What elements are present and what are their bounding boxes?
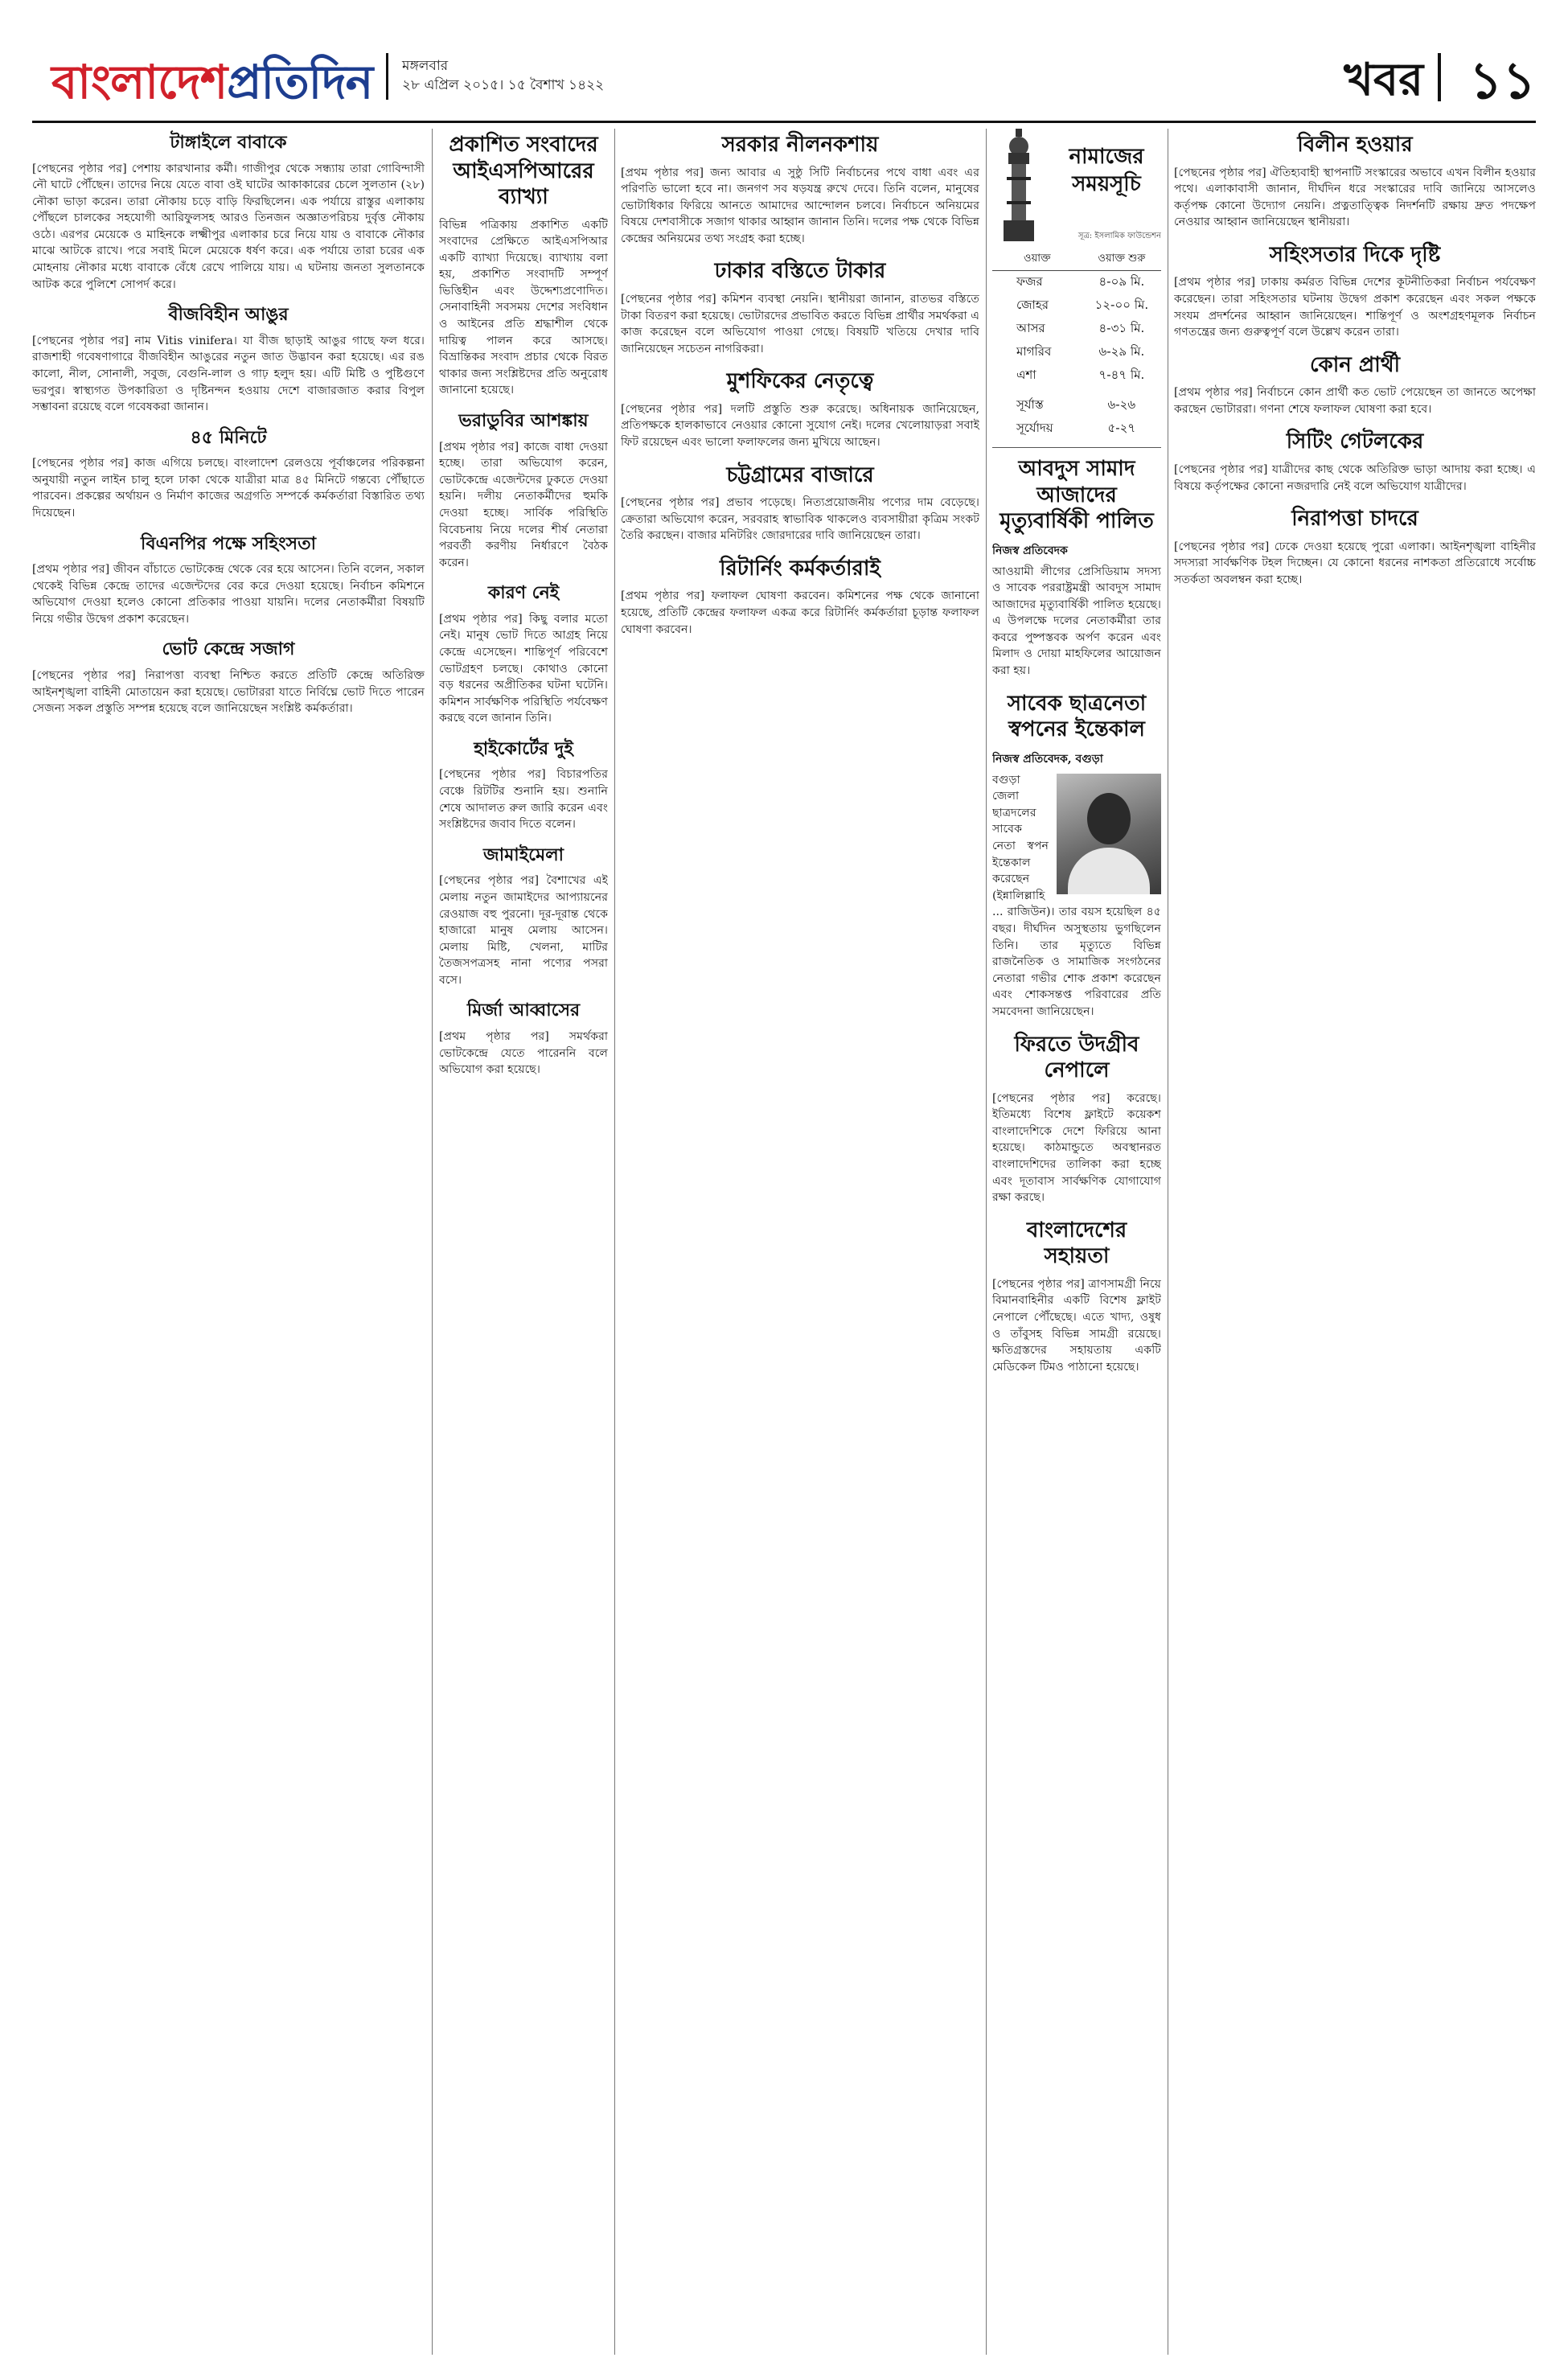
story-body: [প্রথম পৃষ্ঠার পর] ফলাফল ঘোষণা করবেন। কমিশনের পক্ষ থেকে জানানো হয়েছে, প্রতিটি কেন্দ্রের ফলাফল একত্র করে রিটার্নিং কর্মকর্তারা চূড়ান্ত ফলাফল ঘোষণা করবেন।	[621, 589, 979, 636]
story-body: [পেছনের পৃষ্ঠার পর] নিরাপত্তা ব্যবস্থা নিশ্চিত করতে প্রতিটি কেন্দ্রে অতিরিক্ত আইনশৃঙ্খলা বাহিনী মোতায়েন করা হয়েছে। ভোটাররা যাতে নির্বিঘ্নে ভোট দিতে পারেন সেজন্য সকল প্রস্তুতি সম্পন্ন হয়েছে বলে জানিয়েছেন সংশ্লিষ্ট কর্মকর্তারা।	[32, 668, 425, 716]
prayer-time: ৭-৪৭ মি.	[1098, 368, 1145, 382]
story-body: [পেছনের পৃষ্ঠার পর] পেশায় কারখানার কর্মী। গাজীপুর থেকে সন্ধ্যায় তারা গোবিন্দাসী নৌ ঘাটে পৌঁছেন। তাদের নিয়ে যেতে বাবা ওই ঘাটের আকাকারের চেলে সুলতান (২৮) নৌকা ভাড়া করেন। তারা নৌকায় চড়ে বাড়ি ফিরছিলেন। এক পর্যায়ে রাস্তুর এলাকায় পৌঁছলে চালকের সহযোগী আরিফুলসহ আরও তিনজন অজ্ঞাতপরিচয় দুর্বৃত্ত নৌকায় ওঠে। এরপর মেয়েকে ও মাহিনকে লক্ষ্মীপুর এলাকার চরে নিয়ে যায় ও বাবাকে নৌকার মাঝে আটকে রাখে। পরে সবাই মিলে মেয়েকে ধর্ষণ করে। এক পর্যায়ে তারা চরের এক মোহনায় নৌকার মধ্যে বাবাকে বেঁধে রেখে পালিয়ে যায়। এ ঘটনায় জনতা সুলতানকে আটক করে পুলিশে সোপর্দ করে।	[32, 162, 425, 291]
story-body: আওয়ামী লীগের প্রেসিডিয়াম সদস্য ও সাবেক পররাষ্ট্রমন্ত্রী আবদুস সামাদ আজাদের মৃত্যুবার্ষিকী পালিত হয়েছে। এ উপলক্ষে দলের নেতাকর্মীরা তার কবরে পুষ্পস্তবক অর্পণ করেন এবং মিলাদ ও দোয়া মাহফিলের আয়োজন করা হয়।	[992, 565, 1161, 678]
headline: ভরাডুবির আশঙ্কায়	[458, 411, 589, 432]
story-body: [প্রথম পৃষ্ঠার পর] ঢাকায় কর্মরত বিভিন্ন দেশের কূটনীতিকরা নির্বাচন পর্যবেক্ষণ করেছেন। তারা সহিংসতার ঘটনায় উদ্বেগ প্রকাশ করেছেন এবং সকল পক্ষকে সংযম প্রদর্শনের আহ্বান জানিয়েছেন। শান্তিপূর্ণ ও অংশগ্রহণমূলক নির্বাচন গণতন্ত্রের জন্য গুরুত্বপূর্ণ বলে উল্লেখ করেন তারা।	[1174, 276, 1536, 339]
headline: নিরাপত্তা চাদরে	[1291, 507, 1418, 532]
prayer-source: সূত্র: ইসলামিক ফাউন্ডেশন	[1077, 232, 1161, 240]
byline: নিজস্ব প্রতিবেদক	[992, 544, 1068, 557]
prayer-time: ৪-০৯ মি.	[1098, 274, 1145, 289]
story-body: [পেছনের পৃষ্ঠার পর] কাজ এগিয়ে চলছে। বাংলাদেশ রেলওয়ে পূর্বাঞ্চলের পরিকল্পনা অনুযায়ী নতুন লাইন চালু হলে ঢাকা থেকে যাত্রীরা মাত্র ৪৫ মিনিটে গন্তব্যে পৌঁছাতে পারবেন। প্রকল্পের অর্থায়ন ও নির্মাণ কাজের অগ্রগতি সম্পর্কে কর্মকর্তারা বিস্তারিত তথ্য দিয়েছেন।	[32, 457, 425, 520]
story-mirza-abbas	[439, 1000, 608, 1078]
story-bnp-violence	[32, 533, 425, 628]
story-body: [পেছনের পৃষ্ঠার পর] ঢেকে দেওয়া হয়েছে পুরো এলাকা। আইনশৃঙ্খলা বাহিনীর সদস্যরা সার্বক্ষণিক টহল দিচ্ছেন। যে কোনো ধরনের নাশকতা প্রতিরোধে সর্বোচ্চ সতর্কতা অবলম্বন করা হচ্ছে।	[1174, 540, 1536, 586]
story-mushfiq	[621, 368, 979, 450]
prayer-title-line2: সময়সূচি	[1072, 172, 1141, 196]
headline: ৪৫ মিনিটে	[190, 427, 267, 448]
headline: বাংলাদেশের সহায়তা	[1026, 1218, 1127, 1269]
column-3	[621, 129, 979, 2358]
newspaper-logo	[51, 47, 372, 125]
masthead-rule	[32, 121, 1536, 123]
story-defeat-fear	[439, 410, 608, 571]
headline: মুশফিকের নেতৃত্বে	[726, 369, 874, 394]
story-body: [প্রথম পৃষ্ঠার পর] জন্য আবার এ সুষ্ঠু সিটি নির্বাচনের পথে বাধা এবং এর পরিণতি ভালো হবে না। জনগণ সব ষড়যন্ত্র রুখে দেবে। তিনি বলেন, মানুষের ভোটাধিকার ফিরিয়ে আনতে আমাদের আন্দোলন চলবে। নির্বাচনে অনিয়মের বিষয়ে দেশবাসীকে সজাগ থাকার আহ্বান জানান তিনি। দলের পক্ষ থেকে বিভিন্ন কেন্দ্রের অনিয়মের তথ্য সংগ্রহ করা হচ্ছে।	[621, 166, 979, 245]
brand-divider	[386, 53, 388, 100]
story-body: [পেছনের পৃষ্ঠার পর] যাত্রীদের কাছ থেকে অতিরিক্ত ভাড়া আদায় করা হচ্ছে। এ বিষয়ে কর্তৃপক্ষের কোনো নজরদারি নেই বলে অভিযোগ যাত্রীদের।	[1174, 462, 1536, 493]
story-body: [পেছনের পৃষ্ঠার পর] বিচারপতির বেঞ্চে রিটটির শুনানি হয়। শুনানি শেষে আদালত রুল জারি করেন এবং সংশ্লিষ্টদের জবাব দিতে বলেন।	[439, 768, 608, 832]
prayer-title-line1: নামাজের	[1069, 145, 1144, 169]
prayer-name: মাগরিব	[1016, 344, 1052, 359]
prayer-time: ৪-৩১ মি.	[1098, 321, 1145, 335]
story-govt-blueprint	[621, 132, 979, 247]
headline: কারণ নেই	[487, 583, 560, 604]
mosque-icon	[992, 129, 1045, 241]
page-number: ১১	[1468, 51, 1536, 111]
prayer-col-name: ওয়াক্ত	[992, 248, 1082, 271]
story-body: বগুড়া জেলা ছাত্রদলের সাবেক নেতা স্বপন ইন্তেকাল করেছেন (ইন্নালিল্লাহি ... রাজিউন)। তার বয়স হয়েছিল ৪৫ বছর। দীর্ঘদিন অসুস্থতায় ভুগছিলেন তিনি। তার মৃত্যুতে বিভিন্ন রাজনৈতিক ও সামাজিক সংগঠনের নেতারা গভীর শোক প্রকাশ করেছেন এবং শোকসন্তপ্ত পরিবারের প্রতি সমবেদনা জানিয়েছেন।	[992, 773, 1161, 1018]
story-body: [প্রথম পৃষ্ঠার পর] নির্বাচনে কোন প্রার্থী কত ভোট পেয়েছেন তা জানতে অপেক্ষা করছেন ভোটাররা। গণনা শেষে ফলাফল ঘোষণা করা হবে।	[1174, 386, 1536, 416]
portrait-photo	[1057, 774, 1161, 894]
prayer-time: ৬-২৯ মি.	[1098, 344, 1145, 359]
story-body: [পেছনের পৃষ্ঠার পর] প্রভাব পড়েছে। নিত্যপ্রয়োজনীয় পণ্যের দাম বেড়েছে। ক্রেতারা অভিযোগ করেন, সরবরাহ স্বাভাবিক থাকলেও ব্যবসায়ীরা কৃত্রিম সংকট তৈরি করছেন। বাজার মনিটরিং জোরদারের দাবি জানিয়েছেন তারা।	[621, 496, 979, 543]
headline: ফিরতে উদগ্রীব নেপালে	[1014, 1032, 1139, 1083]
prayer-row	[992, 341, 1161, 364]
story-no-reason	[439, 582, 608, 727]
headline: চট্টগ্রামের বাজারে	[726, 462, 874, 487]
headline: বীজবিহীন আঙুর	[168, 305, 289, 326]
sun-time: ৫-২৭	[1107, 421, 1136, 435]
prayer-row	[992, 271, 1161, 295]
headline: সিটিং গেটলকের	[1286, 429, 1424, 454]
column-5	[1174, 129, 1536, 2358]
issue-date	[402, 56, 604, 95]
headline: মির্জা আব্বাসের	[466, 1000, 581, 1021]
column-separator	[614, 129, 615, 2355]
brand-part1: বাংলাদেশ	[51, 55, 228, 109]
story-bd-aid	[992, 1218, 1161, 1376]
story-disappearing	[1174, 132, 1536, 231]
prayer-name: এশা	[1016, 368, 1036, 382]
date-line: ২৮ এপ্রিল ২০১৫। ১৫ বৈশাখ ১৪২২	[402, 77, 605, 93]
story-high-court	[439, 738, 608, 833]
column-separator	[432, 129, 433, 2355]
prayer-col-start: ওয়াক্ত শুরু	[1082, 248, 1161, 271]
prayer-row	[992, 318, 1161, 341]
story-tangail	[32, 132, 425, 293]
column-separator	[986, 129, 987, 2355]
headline: সরকার নীলনকশায়	[721, 133, 879, 157]
story-body: [প্রথম পৃষ্ঠার পর] কিছু বলার মতো নেই। মানুষ ভোট দিতে আগ্রহ নিয়ে কেন্দ্রে এসেছেন। শান্তিপূর্ণ পরিবেশে ভোটগ্রহণ চলছে। কোথাও কোনো বড় ধরনের অপ্রীতিকর ঘটনা ঘটেনি। কমিশন সার্বক্ষণিক পরিস্থিতি পর্যবেক্ষণ করছে বলে জানান তিনি।	[439, 612, 608, 725]
column-1	[32, 129, 425, 2358]
story-body: [পেছনের পৃষ্ঠার পর] করেছে। ইতিমধ্যে বিশেষ ফ্লাইটে কয়েকশ বাংলাদেশিকে দেশে ফিরিয়ে আনা হয়েছে। কাঠমান্ডুতে অবস্থানরত বাংলাদেশিদের তালিকা করা হচ্ছে এবং দূতাবাস সার্বক্ষণিক যোগাযোগ রক্ষা করছে।	[992, 1091, 1161, 1205]
headline: কোন প্রার্থী	[1309, 352, 1401, 377]
story-sitting-gatelock	[1174, 429, 1536, 495]
headline: বিলীন হওয়ার	[1297, 133, 1413, 157]
headline: প্রকাশিত সংবাদের আইএসপিআরের ব্যাখ্যা	[449, 133, 598, 209]
masthead	[32, 32, 1544, 121]
story-body: [পেছনের পৃষ্ঠার পর] নাম Vitis vinifera। যা বীজ ছাড়াই আঙুর গাছে ফল ধরে। রাজশাহী গবেষণাগারে বীজবিহীন আঙুরের নতুন জাত উদ্ভাবন করা হয়েছে। এর রঙ কালো, নীল, সোনালী, সবুজ, বেগুনি-লাল ও গাঢ় হলুদ হয়। এটি মিষ্টি ও পুষ্টিগুণে ভরপুর। স্বাস্থ্যগত উপকারিতা ও দৃষ্টিনন্দন হওয়ায় দেশে বাজারজাত করার বিপুল সম্ভাবনা রয়েছে বলে গবেষকরা জানান।	[32, 334, 425, 414]
prayer-row	[992, 364, 1161, 388]
column-4	[992, 129, 1161, 2358]
story-dhaka-slum	[621, 258, 979, 357]
story-body: [প্রথম পৃষ্ঠার পর] সমর্থকরা ভোটকেন্দ্রে যেতে পারেননি বলে অভিযোগ করা হয়েছে।	[439, 1029, 608, 1077]
section-label: খবর	[1344, 54, 1423, 106]
story-violence-watch	[1174, 242, 1536, 341]
story-nepal-return	[992, 1032, 1161, 1206]
sun-name: সূর্যোদয়	[1016, 421, 1053, 435]
prayer-time: ১২-০০ মি.	[1094, 298, 1149, 312]
prayer-time-box	[992, 129, 1161, 448]
story-body: বিভিন্ন পত্রিকায় প্রকাশিত একটি সংবাদের প্রেক্ষিতে আইএসপিআর একটি ব্যাখ্যা দিয়েছে। ব্যাখ্যায় বলা হয়, প্রকাশিত সংবাদটি সম্পূর্ণ ভিত্তিহীন এবং উদ্দেশ্যপ্রণোদিত। সেনাবাহিনী সবসময় দেশের সংবিধান ও আইনের প্রতি শ্রদ্ধাশীল থেকে দায়িত্ব পালন করে আসছে। বিভ্রান্তিকর সংবাদ প্রচার থেকে বিরত থাকার জন্য সংশ্লিষ্টদের প্রতি অনুরোধ জানানো হয়েছে।	[439, 218, 608, 397]
story-samad-azad	[992, 456, 1161, 680]
story-chattogram-market	[621, 462, 979, 544]
headline: টাঙ্গাইলে বাবাকে	[170, 133, 287, 153]
prayer-name: আসর	[1016, 321, 1045, 335]
story-returning-officers	[621, 556, 979, 638]
prayer-name: জোহর	[1016, 298, 1049, 312]
column-2	[439, 129, 608, 2358]
story-body: [প্রথম পৃষ্ঠার পর] কাজে বাধা দেওয়া হচ্ছে। তারা অভিযোগ করেন, ভোটকেন্দ্রে এজেন্টদের ঢুকতে দেওয়া হয়নি। দলীয় নেতাকর্মীদের হুমকি দেওয়া হচ্ছে। সার্বিক পরিস্থিতি বিবেচনায় নিয়ে দলের শীর্ষ নেতারা পরবর্তী করণীয় নির্ধারণে বৈঠক করেন।	[439, 440, 608, 569]
headline: হাইকোর্টের দুই	[474, 738, 573, 759]
story-body: [পেছনের পৃষ্ঠার পর] কমিশন ব্যবস্থা নেয়নি। স্থানীয়রা জানান, রাতভর বস্তিতে টাকা বিতরণ করা হয়েছে। ভোটারদের প্রভাবিত করতে বিভিন্ন প্রার্থীর সমর্থকরা এ কাজ করেছেন বলে অভিযোগ পাওয়া গেছে। বিষয়টি খতিয়ে দেখার দাবি জানিয়েছেন সচেতন নাগরিকরা।	[621, 292, 979, 355]
headline: জামাইমেলা	[483, 844, 564, 865]
story-body: [পেছনের পৃষ্ঠার পর] দলটি প্রস্তুতি শুরু করেছে। অধিনায়ক জানিয়েছেন, প্রতিপক্ষকে হালকাভাবে নেওয়ার কোনো সুযোগ নেই। দলের খেলোয়াড়রা সবাই ফিট রয়েছেন এবং ভালো ফলাফলের জন্য মুখিয়ে আছেন।	[621, 402, 979, 450]
prayer-row	[992, 294, 1161, 318]
brand-part2: প্রতিদিন	[227, 55, 373, 109]
sun-name: সূর্যাস্ত	[1016, 397, 1044, 412]
story-swapan	[992, 691, 1161, 1021]
headline: আবদুস সামাদ আজাদের মৃত্যুবার্ষিকী পালিত	[999, 457, 1154, 533]
story-security-cover	[1174, 506, 1536, 588]
story-body: [পেছনের পৃষ্ঠার পর] বৈশাখের এই মেলায় নতুন জামাইদের আপ্যায়নের রেওয়াজ বহু পুরনো। দূর-দূরান্ত থেকে হাজারো মানুষ মেলায় আসেন। মেলায় মিষ্টি, খেলনা, মাটির তৈজসপত্রসহ নানা পণ্যের পসরা বসে।	[439, 874, 608, 987]
sun-row	[992, 388, 1161, 417]
story-45-minutes	[32, 427, 425, 522]
headline: রিটার্নিং কর্মকর্তারাই	[720, 556, 880, 581]
byline: নিজস্ব প্রতিবেদক, বগুড়া	[992, 752, 1103, 766]
story-jamai-mela	[439, 844, 608, 989]
headline: ভোট কেন্দ্রে সজাগ	[162, 639, 295, 660]
story-body: [প্রথম পৃষ্ঠার পর] জীবন বাঁচাতে ভোটকেন্দ্র থেকে বের হয়ে আসেন। তিনি বলেন, সকাল থেকেই বিভিন্ন কেন্দ্রে তাদের এজেন্টদের বের করে দেওয়া হয়েছে। নির্বাচন কমিশনে অভিযোগ দেওয়া হলেও কোনো প্রতিকার পাওয়া যায়নি। দলের নেতাকর্মীরা বিষয়টি নিয়ে গভীর উদ্বেগ প্রকাশ করেছেন।	[32, 563, 425, 626]
prayer-table	[992, 248, 1161, 441]
headline: সাবেক ছাত্রনেতা স্বপনের ইন্তেকাল	[1007, 691, 1147, 742]
sun-time: ৬-২৬	[1107, 397, 1136, 412]
headline: সহিংসতার দিকে দৃষ্টি	[1269, 242, 1441, 267]
story-seedless-grape	[32, 304, 425, 415]
story-which-candidate	[1174, 352, 1536, 418]
story-body: [পেছনের পৃষ্ঠার পর] ঐতিহ্যবাহী স্থাপনাটি সংস্কারের অভাবে এখন বিলীন হওয়ার পথে। এলাকাবাসী জানান, দীর্ঘদিন ধরে সংস্কারের দাবি জানিয়ে আসলেও কর্তৃপক্ষ কোনো উদ্যোগ নেয়নি। প্রত্নতাত্ত্বিক নিদর্শনটি রক্ষায় দ্রুত পদক্ষেপ নেওয়ার আহ্বান জানিয়েছেন স্থানীয়রা।	[1174, 166, 1536, 229]
headline: ঢাকার বস্তিতে টাকার	[714, 259, 886, 284]
sun-row	[992, 417, 1161, 441]
story-polling-center	[32, 639, 425, 717]
section-divider	[1438, 53, 1441, 101]
prayer-title	[1052, 129, 1161, 198]
headline: বিএনপির পক্ষে সহিংসতা	[141, 533, 316, 554]
prayer-name: ফজর	[1016, 274, 1043, 289]
story-ispr	[439, 132, 608, 399]
weekday: মঙ্গলবার	[402, 58, 449, 74]
story-body: [পেছনের পৃষ্ঠার পর] ত্রাণসামগ্রী নিয়ে বিমানবাহিনীর একটি বিশেষ ফ্লাইট নেপালে পৌঁছেছে। এতে খাদ্য, ওষুধ ও তাঁবুসহ বিভিন্ন সামগ্রী রয়েছে। ক্ষতিগ্রস্তদের সহায়তায় একটি মেডিকেল টিমও পাঠানো হয়েছে।	[992, 1277, 1161, 1374]
